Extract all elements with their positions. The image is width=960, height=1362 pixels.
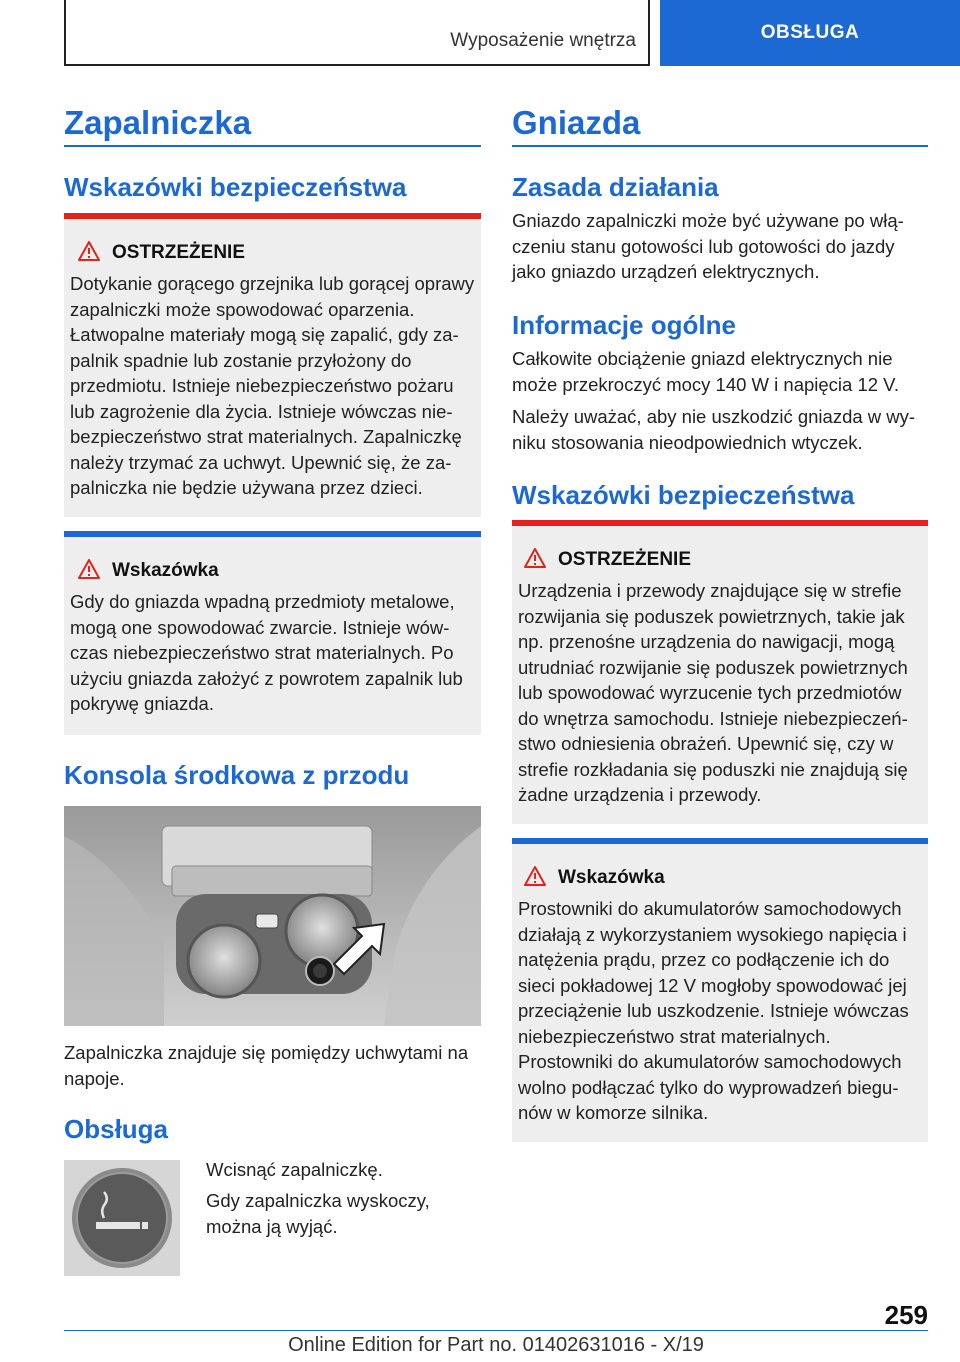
safety-heading: Wskazówki bezpieczeństwa bbox=[64, 172, 407, 202]
note-bar bbox=[512, 838, 928, 844]
warning-triangle-icon bbox=[78, 559, 100, 579]
operation-step-1: Wcisnąć zapalniczkę. bbox=[206, 1159, 383, 1180]
warning-bar bbox=[64, 213, 481, 219]
note-text: Prostowniki do akumulatorów samochodowych działają z wykorzystaniem wysokiego napięcia i natężenia prądu, przez co podłączenie ich do sieci pokładowej 12 V mogłoby spowodować jej przeciążenie lub uszkodzenie. Istnieje wówczas niebezpieczeństwo strat materialnych. Prostowniki do akumulatorów samochodowych wolno podłączać tylko do wyprowadzeń biegunów w komorze silnika. bbox=[518, 898, 909, 1123]
console-heading: Konsola środkowa z przodu bbox=[64, 760, 410, 790]
note-bar bbox=[64, 531, 481, 537]
warning-triangle-icon bbox=[524, 866, 546, 886]
header-separator bbox=[648, 0, 650, 66]
console-photo bbox=[64, 806, 481, 1026]
note-box bbox=[64, 531, 481, 735]
operation-heading: Obsługa bbox=[64, 1114, 169, 1144]
warning-box bbox=[64, 213, 481, 517]
header-section-title: Wyposażenie wnętrza bbox=[450, 30, 636, 51]
header-left-rule bbox=[64, 0, 66, 66]
title-rule bbox=[512, 145, 928, 147]
principle-text: Gniazdo zapalniczki może być używane po włączeniu stanu gotowości lub gotowości do jazdy jako gniazdo urządzeń elektrycznych. bbox=[512, 210, 904, 282]
warning-triangle-icon bbox=[524, 548, 546, 568]
general-heading: Informacje ogólne bbox=[512, 310, 736, 340]
warning-title: OSTRZEŻENIE bbox=[112, 242, 246, 263]
general-text-2: Należy uważać, aby nie uszkodzić gniazda w wyniku stosowania nieodpowiednich wtyczek. bbox=[512, 406, 916, 453]
safety-heading: Wskazówki bezpieczeństwa bbox=[512, 480, 855, 510]
warning-triangle-icon bbox=[78, 241, 100, 261]
note-text: Gdy do gniazda wpadną przedmioty metalowe, mogą one spowodować zwarcie. Istnieje wówczas niebezpieczeństwo strat materialnych. Po użyciu gniazda założyć z powrotem zapalnik lub pokrywę gniazda. bbox=[70, 591, 463, 714]
principle-heading: Zasada działania bbox=[512, 172, 719, 202]
footer-edition: Online Edition for Part no. 01402631016 - X/19 bbox=[288, 1334, 704, 1356]
note-title: Wskazówka bbox=[112, 560, 219, 581]
section-title-lighter: Zapalniczka bbox=[64, 104, 252, 141]
title-rule bbox=[64, 145, 481, 147]
operation-step-2: Gdy zapalniczka wyskoczy, można ją wyjąć. bbox=[206, 1190, 430, 1237]
warning-box bbox=[512, 520, 928, 824]
note-box bbox=[512, 838, 928, 1142]
section-title-sockets: Gniazda bbox=[512, 104, 641, 141]
header-rule bbox=[64, 64, 650, 66]
footer-rule bbox=[64, 1330, 928, 1331]
note-title: Wskazówka bbox=[558, 867, 665, 888]
warning-bar bbox=[512, 520, 928, 526]
lighter-button-image bbox=[64, 1160, 180, 1276]
page-number: 259 bbox=[884, 1300, 928, 1330]
warning-text: Urządzenia i przewody znajdujące się w strefie rozwijania się poduszek powietrznych, takie jak np. przenośne urządzenia do nawigacji, mogą utrudniać rozwijanie się poduszek powietrznych lub spowodować wyrzucenie tych przedmiotów do wnętrza samochodu. Istnieje niebezpieczeństwo odniesienia obrażeń. Upewnić się, czy w strefie rozkładania się poduszki nie znajdują się żadne urządzenia i przewody. bbox=[518, 580, 908, 805]
header-chapter-tab[interactable]: OBSŁUGA bbox=[660, 0, 960, 66]
warning-title: OSTRZEŻENIE bbox=[558, 549, 692, 570]
console-caption: Zapalniczka znajduje się pomiędzy uchwytami na napoje. bbox=[64, 1042, 469, 1089]
general-text-1: Całkowite obciążenie gniazd elektrycznych nie może przekroczyć mocy 140 W i napięcia 12 V. bbox=[512, 348, 899, 395]
warning-text: Dotykanie gorącego grzejnika lub gorącej oprawy zapalniczki może spowodować oparzenia. Łatwopalne materiały mogą się zapalić, gdy zapalnik spadnie lub zostanie przyłożony do przedmiotu. Istnieje niebezpieczeństwo pożaru lub zagrożenie dla życia. Istnieje wówczas niebezpieczeństwo strat materialnych. Zapalniczkę należy trzymać za uchwyt. Upewnić się, że zapalniczka nie będzie używana przez dzieci. bbox=[70, 273, 475, 498]
